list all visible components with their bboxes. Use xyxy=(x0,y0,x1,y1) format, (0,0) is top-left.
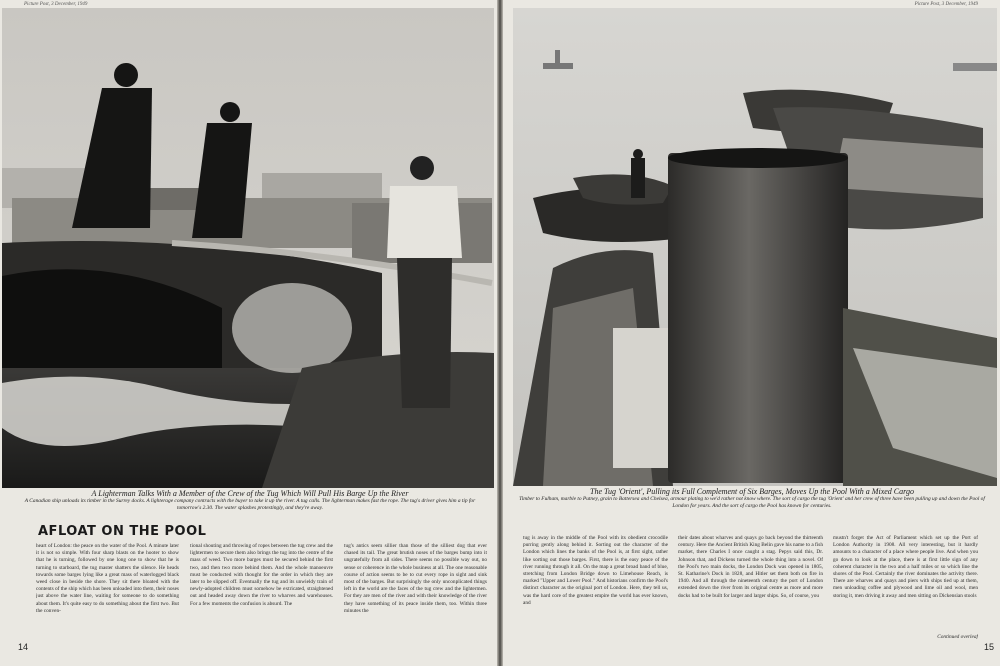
left-photo-caption xyxy=(20,489,480,512)
left-page xyxy=(0,0,497,666)
right-caption-title: The Tug 'Orient', Pulling its Full Complement of Six Barges, Moves Up the Pool With a Mixed Cargo xyxy=(590,487,914,496)
tug-orient-photo-image xyxy=(513,8,997,486)
left-caption-body: A Canadian ship unloads its timber in the Surrey docks. A lighterage company contracts with the buyer to take it up the river. A tug calls. The lighterman makes fast the rope. The tug's driver gives him a tip for tomorrow's 2.30. The water splashes protestingly, and they're away. xyxy=(24,498,476,511)
left-text-column-2 xyxy=(190,543,333,653)
left-text-column-1 xyxy=(36,543,179,639)
right-column-3-text: mustn't forget the Act of Parliament which set up the Port of London Authority in 1908. All very interesting, but it hardly amounts to a character of a place where people live. And when you go down to look at the place, there is at first little sign of any coherent character in the two and a half miles or so which line the shores of the Pool. Certainly the river dominates the activity there. There are wharves and quays and piers with ships tied up at them, men unloading coffee and plywood and lime oil and wool, men storing it, men driving it away and men sitting on Dickensian stools xyxy=(833,535,978,599)
right-text-column-3 xyxy=(833,535,978,633)
left-column-3-text: tug's antics seem sillier than those of the silliest dog that ever chased its tail. The great brutish noses of the barges bump into it ungratefully from all sides. There seems no possible way out, no sense or coherence in the whole business at all. The one reasonable course of action seems to be to cut every rope in sight and sink most of the barges. But surprisingly the only unconplicated things left in the world are the faces of the tug crew and the lightermen. For they are men of the river and with their knowledge of the river they have something of its peace inside them, too. Within three minutes the xyxy=(344,543,487,614)
right-caption-body: Timber to Fulham, marble to Putney, grain to Battersea and Chelsea, armour plating to we'd rather not know where. The sort of cargo the tug 'Orient' and her crew of three have been pulling up and down the Pool of London for years. And the sort of cargo the Pool has known for centuries. xyxy=(519,496,985,509)
left-page-number: 14 xyxy=(18,642,29,652)
right-photo-caption xyxy=(517,487,987,510)
right-text-column-2 xyxy=(678,535,823,640)
lighterman-photo xyxy=(2,8,494,488)
right-column-2-text: their dates about wharves and quays go back beyond the thirteenth century. Here the Ancient British King Belin gave his name to a fish market, there Charles I once caught a stag. Pepys said this, Dr. Johnson that, and Dickens turned the whole thing into a novel. Of the Pool's two main docks, the London Dock was opened in 1805, St. Katharine's Dock in 1828, and Hitler set them both on fire in 1940. And all through the nineteenth century the port of London extended down the river from its original centre as more and more docks had to be built for larger and larger ships. So, of course, you xyxy=(678,535,823,599)
left-text-column-3 xyxy=(344,543,487,653)
left-column-1-text: heart of London: the peace on the water of the Pool. A minute later it is not so simple. With four sharp blasts on the hooter to show that he is turning, followed by one long one to show that he is turning to starboard, the tug master shatters the silence. He heads towards some barges lying like a great mass of waterlogged black weed close in beside the shore. They sit there bloated with the contents of the ship which has been unloaded into them, their noses just above the water line, waiting for someone to do something about them. It's quite easy to do something about the first two. But the conven- xyxy=(36,543,179,614)
lighterman-photo-image xyxy=(2,8,494,488)
left-column-2-text: tional shouting and throwing of ropes between the tug crew and the lightermen to secure them also brings the tug into the centre of the mass of weed. Two more barges must be secured behind the first two, and then two more behind them. And the whole manoeuvre must be conducted with thought for the order in which they are later to be slipped off. Eventually the tug and its unwieldy train of newly-adopted children must somehow be extricated, straightened out and headed away down the river to wharves and warehouses. For a few moments the confusion is absurd. The xyxy=(190,543,333,607)
running-header: Picture Post, 3 December, 1949 xyxy=(914,2,978,7)
article-headline: AFLOAT ON THE POOL xyxy=(38,524,207,539)
continued-overleaf: Continued overleaf xyxy=(937,634,978,640)
left-caption-title: A Lighterman Talks With a Member of the Crew of the Tug Which Will Pull His Barge Up the River xyxy=(91,489,409,498)
right-page xyxy=(503,0,1000,666)
right-page-number: 15 xyxy=(983,642,994,652)
right-column-1-text: tug is away in the middle of the Pool with its obedient crocodile purring gently along behind it. Sorting out the character of the London which lines the banks of the Pool is, at first sight, rather like sorting out those barges. First, there is the easy peace of the river running through it all. On the map a great broad band of blue, stretching from London Bridge down to Limehouse Reach, is marked "Upper and Lower Pool." And historians confirm the Pool's distinct character as the original port of London. Here, they tell us, was the hard core of the greatest empire the world has ever known, and xyxy=(523,535,668,606)
tug-orient-photo xyxy=(513,8,997,486)
running-header: Picture Post, 3 December, 1949 xyxy=(24,2,88,7)
right-text-column-1 xyxy=(523,535,668,640)
